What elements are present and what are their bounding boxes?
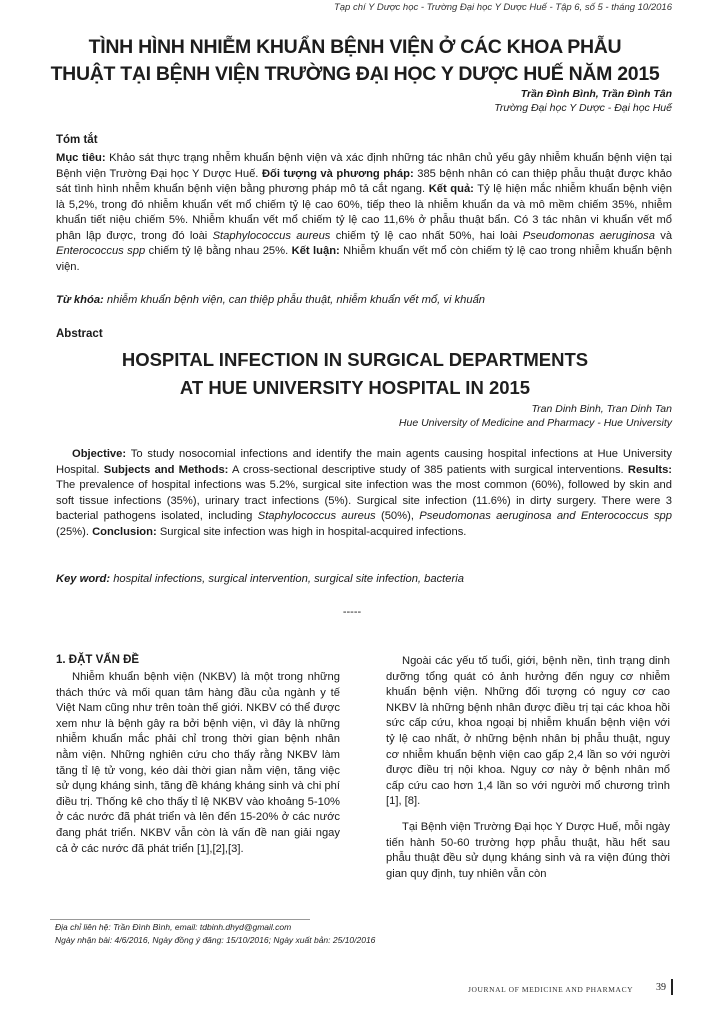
en-authors: Tran Dinh Binh, Tran Dinh Tan <box>531 403 672 415</box>
en-results-text-a: The prevalence of hospital infections was 5.2%, surgical site infection was the most common (60%), followed by skin and soft tissue infections (35%), urinary tract infections (5%). Surgical site infection (11.6%) in dirty surgery. There were 3 bacterial pathogens isolated, including <box>56 479 672 522</box>
vn-objective-text: Khảo sát thực trạng nhễm khuẩn bệnh viện và xác định những tác nhân chủ yếu gây nhiễm khuẩn bệnh viện tại Bệnh viện Trường Đại học Y Dược Huế. <box>56 152 672 180</box>
en-conclusion-text: Surgical site infection was high in hospital-acquired infections. <box>159 525 467 538</box>
right-column <box>386 654 670 882</box>
vn-keywords-text: nhiễm khuẩn bệnh viện, can thiệp phẫu thuật, nhiễm khuẩn vết mổ, vi khuẩn <box>106 294 486 306</box>
en-affiliation: Hue University of Medicine and Pharmacy - Hue University <box>398 417 672 429</box>
vn-results-species2: Pseudomonas aeruginosa <box>522 229 655 242</box>
page-number: 39 <box>656 982 666 993</box>
vn-methods-label: Đối tượng và phương pháp: <box>261 167 414 180</box>
en-keywords <box>56 572 672 588</box>
separator: ----- <box>342 606 362 618</box>
vn-authors: Trần Đình Bình, Trần Đình Tân <box>520 88 672 100</box>
footnote-rule <box>50 919 310 920</box>
en-conclusion-label: Conclusion: <box>92 525 157 538</box>
right-paragraph-1: Ngoài các yếu tố tuổi, giới, bệnh nền, tình trạng dinh dưỡng tổng quát có ảnh hưởng đến nguy cơ nhiễm khuẩn bệnh viện. Những đối tượng có nguy cơ cao NKBV là những bệnh nhân được điều trị tại các khoa hồi sức cấp cứu, khoa ngoại bị nhiễm khuẩn bệnh viện với tỷ lệ cao nhất, ở những bệnh nhân bị phẫu thuật, nguy cơ nhiễm khuẩn bệnh viện cao gấp 2,4 lần so với người được điều trị nội khoa. Nguy cơ này ở bệnh nhân mổ cấp cứu cao hơn 1,4 lần so với người mổ chương trình [1], [8]. <box>386 655 670 808</box>
left-paragraph-1: Nhiễm khuẩn bệnh viện (NKBV) là một trong những thách thức và mối quan tâm hàng đầu của ngành y tế Việt Nam cũng như trên toàn thế giới. NKBV có thể được xem như là bệnh gây ra bởi bệnh viện, vì đây là những nhiễm khuẩn mắc phải chỉ trong thời gian bệnh nhân nằm viện. Những nghiên cứu cho thấy rằng NKBV làm tăng tỉ lệ tử vong, kéo dài thời gian nằm viện, tăng việc sử dụng kháng sinh, tăng đề kháng kháng sinh và chi phí điều trị. Thống kê cho thấy tỉ lệ NKBV vào khoảng 5-10% ở các nước đã phát triển và lên đến 15-20% ở các nước đang phát triển. NKBV vẫn còn là vấn đề nan giải ngay cả ở các nước đã phát triển [1],[2],[3]. <box>56 671 340 855</box>
journal-name: JOURNAL OF MEDICINE AND PHARMACY <box>468 985 634 994</box>
left-column <box>56 670 340 857</box>
vn-title-line2: THUẬT TẠI BỆNH VIỆN TRƯỜNG ĐẠI HỌC Y DƯỢC HUẾ NĂM 2015 <box>50 63 660 85</box>
en-methods-text: A cross-sectional descriptive study of 385 patients with surgical interventions. <box>232 463 624 476</box>
en-title-line2: AT HUE UNIVERSITY HOSPITAL IN 2015 <box>179 377 531 398</box>
vn-results-species3: Enterococcus spp <box>56 245 146 257</box>
vn-results-text-b: chiếm tỷ lệ cao nhất 50%, hai loài <box>335 229 518 242</box>
vn-results-species1: Staphylococcus aureus <box>212 229 331 242</box>
vn-results-label: Kết quả: <box>428 183 474 195</box>
vn-keywords-label: Từ khóa: <box>56 294 104 306</box>
vn-objective-label: Mục tiêu: <box>56 152 106 164</box>
vn-affiliation: Trường Đại học Y Dược - Đại học Huế <box>494 102 672 114</box>
en-results-text-b: (50%), <box>380 510 414 522</box>
en-results-species2: Pseudomonas aeruginosa and Enterococcus spp <box>419 510 672 522</box>
footnote-contact: Địa chỉ liên hệ: Trần Đình Bình, email: tdbinh.dhyd@gmail.com <box>55 922 292 932</box>
vn-title-line1: TÌNH HÌNH NHIỄM KHUẨN BỆNH VIỆN Ở CÁC KHOA PHẪU <box>88 36 622 58</box>
vn-keywords <box>56 293 672 309</box>
en-results-text-c: (25%). <box>56 525 89 538</box>
running-head: Tạp chí Y Dược học - Trường Đại học Y Dược Huế - Tập 6, số 5 - tháng 10/2016 <box>333 2 672 13</box>
vn-methods-text: 385 bệnh nhân có can thiệp phẫu thuật được khảo sát tình hình nhễm khuẩn bệnh viện bằng phương pháp mô tả cắt ngang. <box>56 167 673 195</box>
vn-results-text-a: Tỷ lệ hiện mắc nhiễm khuẩn bệnh viện là 5,2%, trong đó nhiễm khuẩn vết mổ chiếm tỷ lệ cao 60%, tiếp theo là nhiễm khuẩn da và mô mềm chiếm 35%, nhiễm khuẩn tiết niệu chiếm 5%. Nhiễm khuẩn vết mổ chiếm tỷ lệ cao 11,6% ở phẫu thuật bẩn. Có 3 tác nhân vi khuẩn vết mổ phân lập được, trong đó loài <box>56 183 673 242</box>
en-objective-text: To study nosocomial infections and identify the main agents causing hospital infections at Hue University Hospital. <box>56 448 672 476</box>
en-title-line1: HOSPITAL INFECTION IN SURGICAL DEPARTMENTS <box>121 349 589 370</box>
en-results-species1: Staphylococcus aureus <box>257 510 376 522</box>
right-paragraph-2: Tại Bệnh viện Trường Đại học Y Dược Huế, mỗi ngày tiến hành 50-60 trường hợp phẫu thuật, hầu hết sau phẫu thuật đều sử dụng kháng sinh và ra viện đúng thời gian quy định, tuy nhiên vẫn còn <box>386 820 670 880</box>
en-keywords-label: Key word: <box>56 573 111 585</box>
section-heading: 1. ĐẶT VẤN ĐỀ <box>56 654 140 666</box>
footnote-dates: Ngày nhận bài: 4/6/2016, Ngày đồng ý đăng: 15/10/2016; Ngày xuất bản: 25/10/2016 <box>55 935 376 945</box>
en-methods-label: Subjects and Methods: <box>103 463 229 476</box>
vn-conclusion-label: Kết luận: <box>291 245 340 257</box>
abstract-heading: Abstract <box>56 328 103 340</box>
vn-conclusion-text: Nhiễm khuẩn vết mổ còn chiếm tỷ lệ cao trong nhiễm khuẩn bệnh viện. <box>56 245 672 273</box>
en-abstract <box>56 447 672 540</box>
page-bar <box>671 979 673 995</box>
summary-heading: Tóm tắt <box>56 134 98 146</box>
vn-results-text-c: chiếm tỷ lệ bằng nhau 25%. <box>148 245 289 257</box>
en-objective-label: Objective: <box>72 448 127 460</box>
vn-results-and: và <box>660 229 673 242</box>
vn-summary <box>56 151 672 275</box>
en-keywords-text: hospital infections, surgical intervention, surgical site infection, bacteria <box>113 573 464 585</box>
en-results-label: Results: <box>627 463 673 476</box>
